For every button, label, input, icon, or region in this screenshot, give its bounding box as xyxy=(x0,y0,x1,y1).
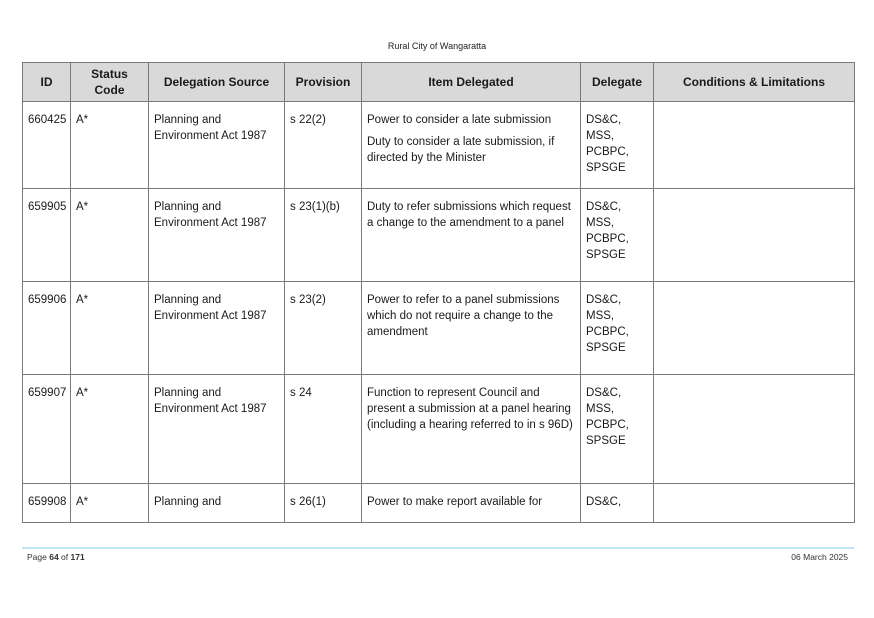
cell-delegate xyxy=(581,282,654,375)
delegation-table xyxy=(22,62,855,523)
table-row xyxy=(23,102,855,189)
delegate-code: PCBPC, xyxy=(586,326,629,338)
delegate-code: SPSGE xyxy=(586,249,626,261)
cell-item-delegated xyxy=(362,282,581,375)
item-delegated-text: Duty to consider a late submission, if directed by the Minister xyxy=(367,136,555,164)
delegate-code: DS&C, xyxy=(586,201,622,213)
delegate-code: DS&C, xyxy=(586,114,622,126)
cell-status-code: A* xyxy=(71,484,149,523)
cell-id: 660425 xyxy=(23,102,71,189)
delegate-code: DS&C, xyxy=(586,496,622,508)
cell-status-code: A* xyxy=(71,375,149,484)
cell-id: 659908 xyxy=(23,484,71,523)
cell-item-delegated xyxy=(362,189,581,282)
delegate-code: DS&C, xyxy=(586,294,622,306)
delegate-code: PCBPC, xyxy=(586,233,629,245)
page-current: 64 xyxy=(49,552,59,562)
cell-delegate xyxy=(581,484,654,523)
item-delegated-text: Power to refer to a panel submissions which do not require a change to the amendment xyxy=(367,294,560,338)
delegate-code: MSS, xyxy=(586,217,615,229)
page-of: of xyxy=(58,552,71,562)
delegate-code: SPSGE xyxy=(586,342,626,354)
cell-id: 659905 xyxy=(23,189,71,282)
delegate-code: DS&C, xyxy=(586,387,622,399)
cell-status-code: A* xyxy=(71,102,149,189)
cell-provision: s 23(2) xyxy=(285,282,362,375)
page-number xyxy=(27,552,85,562)
footer-divider xyxy=(22,547,854,549)
table-header-row xyxy=(23,63,855,102)
column-header-id: ID xyxy=(23,63,71,102)
item-delegated-text: Duty to refer submissions which request a change to the amendment to a panel xyxy=(367,201,571,229)
delegate-code: SPSGE xyxy=(586,435,626,447)
column-header-delegation-source: Delegation Source xyxy=(149,63,285,102)
cell-conditions xyxy=(654,102,855,189)
cell-item-delegated xyxy=(362,375,581,484)
column-header-conditions: Conditions & Limitations xyxy=(654,63,855,102)
cell-delegate xyxy=(581,375,654,484)
delegate-code: PCBPC, xyxy=(586,146,629,158)
column-header-provision: Provision xyxy=(285,63,362,102)
delegate-code: MSS, xyxy=(586,403,615,415)
cell-item-delegated xyxy=(362,484,581,523)
item-delegated-text: Power to consider a late submission xyxy=(367,114,552,126)
cell-conditions xyxy=(654,484,855,523)
cell-delegation-source: Planning and Environment Act 1987 xyxy=(149,282,285,375)
delegate-code: MSS, xyxy=(586,130,615,142)
delegate-code: PCBPC, xyxy=(586,419,629,431)
table-row xyxy=(23,282,855,375)
cell-provision: s 23(1)(b) xyxy=(285,189,362,282)
column-header-delegate: Delegate xyxy=(581,63,654,102)
page-prefix: Page xyxy=(27,552,50,562)
delegate-code: MSS, xyxy=(586,310,615,322)
cell-delegate xyxy=(581,102,654,189)
table-row xyxy=(23,484,855,523)
page-total: 171 xyxy=(70,552,85,562)
cell-delegate xyxy=(581,189,654,282)
cell-conditions xyxy=(654,282,855,375)
cell-id: 659907 xyxy=(23,375,71,484)
cell-delegation-source: Planning and Environment Act 1987 xyxy=(149,189,285,282)
delegate-code: SPSGE xyxy=(586,162,626,174)
cell-id: 659906 xyxy=(23,282,71,375)
table-row xyxy=(23,375,855,484)
cell-provision: s 24 xyxy=(285,375,362,484)
cell-status-code: A* xyxy=(71,189,149,282)
cell-delegation-source: Planning and xyxy=(149,484,285,523)
item-delegated-text: Power to make report available for xyxy=(367,496,543,508)
cell-conditions xyxy=(654,189,855,282)
cell-status-code: A* xyxy=(71,282,149,375)
cell-conditions xyxy=(654,375,855,484)
cell-provision: s 22(2) xyxy=(285,102,362,189)
cell-delegation-source: Planning and Environment Act 1987 xyxy=(149,102,285,189)
cell-delegation-source: Planning and Environment Act 1987 xyxy=(149,375,285,484)
item-delegated-text: Function to represent Council and present a submission at a panel hearing (including a hearing referred to in s 96D) xyxy=(367,387,573,431)
document-header-title: Rural City of Wangaratta xyxy=(387,41,487,51)
column-header-item-delegated: Item Delegated xyxy=(362,63,581,102)
footer-date: 06 March 2025 xyxy=(791,552,848,562)
cell-provision: s 26(1) xyxy=(285,484,362,523)
column-header-status-code: Status Code xyxy=(71,63,149,102)
table-row xyxy=(23,189,855,282)
cell-item-delegated xyxy=(362,102,581,189)
